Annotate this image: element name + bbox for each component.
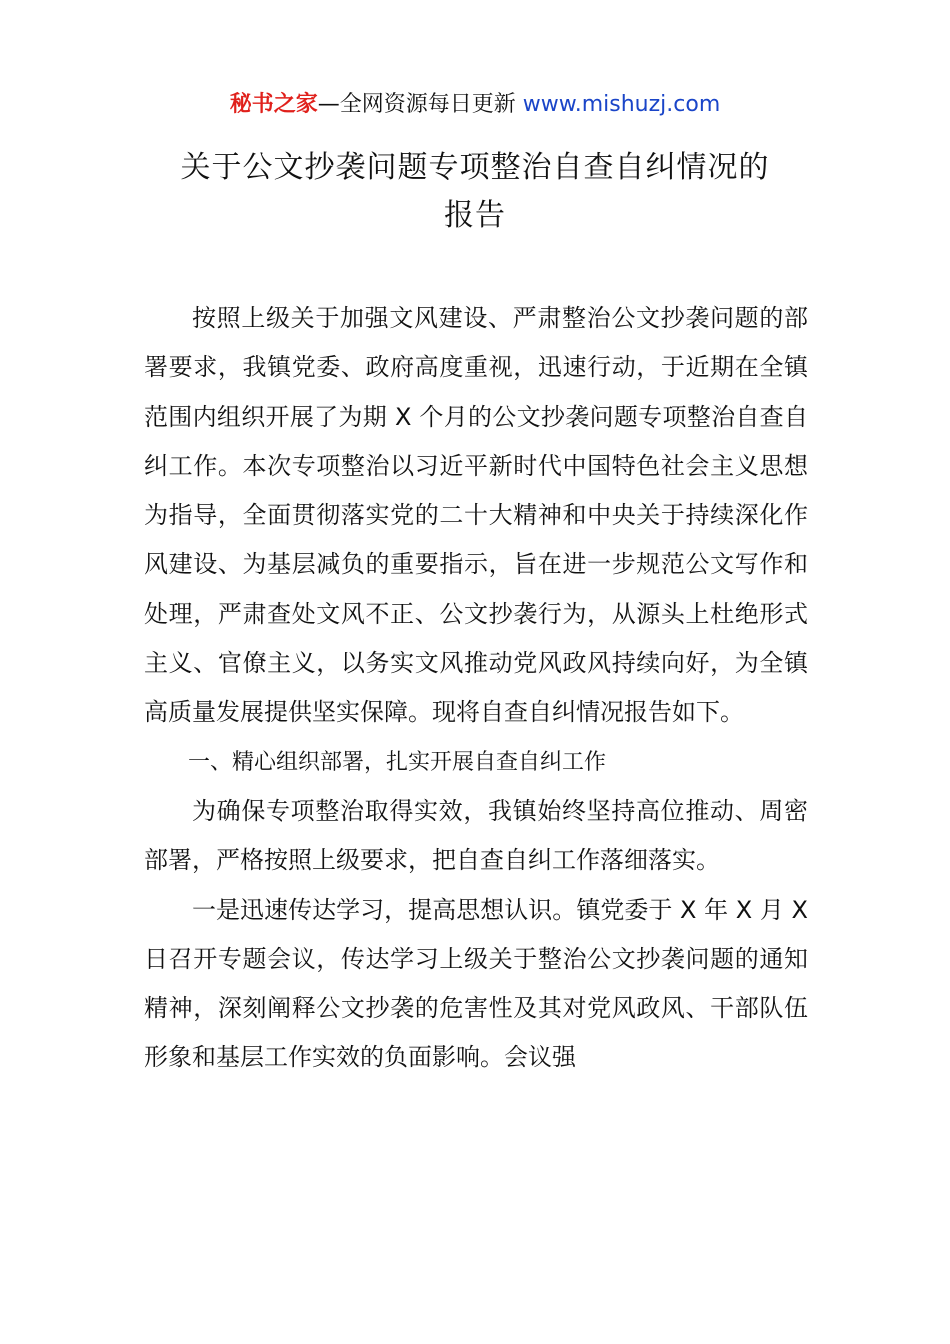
site-url-link[interactable]: www.mishuzj.com bbox=[522, 92, 721, 117]
document-body bbox=[144, 294, 808, 1083]
paragraph-intro: 按照上级关于加强文风建设、严肃整治公文抄袭问题的部署要求，我镇党委、政府高度重视，迅速行动，于近期在全镇范围内组织开展了为期 X 个月的公文抄袭问题专项整治自查自纠工作。本次专项整治以习近平新时代中国特色社会主义思想为指导，全面贯彻落实党的二十大精神和中央关于持续深化作风建设、为基层减负的重要指示，旨在进一步规范公文写作和处理，严肃查处文风不正、公文抄袭行为，从源头上杜绝形式主义、官僚主义，以务实文风推动党风政风持续向好，为全镇高质量发展提供坚实保障。现将自查自纠情况报告如下。 bbox=[144, 304, 808, 727]
title-line-1: 关于公文抄袭问题专项整治自查自纠情况的 bbox=[180, 150, 770, 185]
paragraph-section1-intro: 为确保专项整治取得实效，我镇始终坚持高位推动、周密部署，严格按照上级要求，把自查自纠工作落细落实。 bbox=[144, 796, 808, 875]
site-tagline: —全网资源每日更新 bbox=[317, 92, 516, 117]
document-title bbox=[100, 144, 850, 240]
title-line-2: 报告 bbox=[444, 198, 506, 233]
paragraph-point-1: 一是迅速传达学习，提高思想认识。镇党委于 X 年 X 月 X 日召开专题会议，传达学习上级关于整治公文抄袭问题的通知精神，深刻阐释公文抄袭的危害性及其对党风政风、干部队伍形象和基层工作实效的负面影响。会议强 bbox=[144, 895, 808, 1072]
site-header bbox=[0, 88, 950, 122]
site-brand: 秘书之家 bbox=[229, 92, 318, 117]
section-heading-1: 一、精心组织部署，扎实开展自查自纠工作 bbox=[188, 749, 607, 775]
